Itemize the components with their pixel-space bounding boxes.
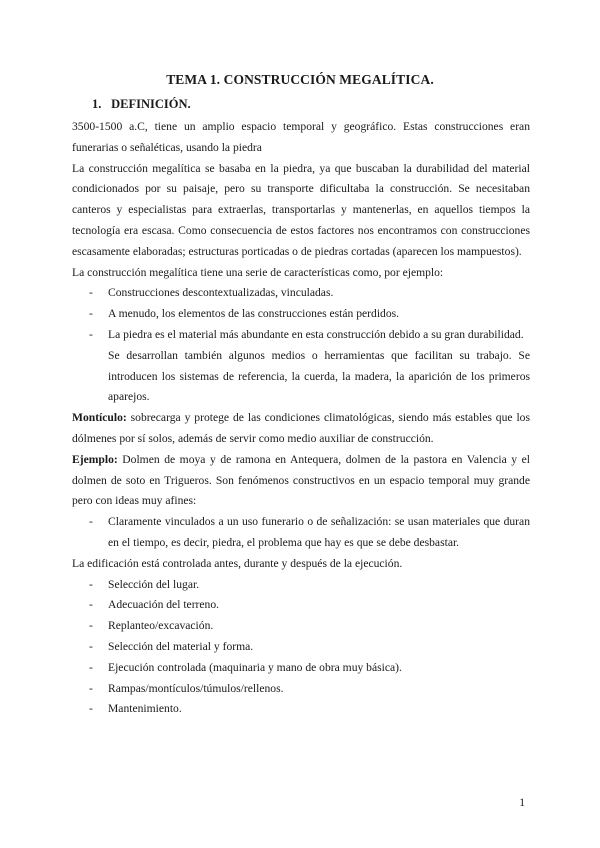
page-number: 1 bbox=[519, 796, 525, 809]
dash-marker: - bbox=[89, 598, 93, 612]
paragraph-dates: 3500-1500 a.C, tiene un amplio espacio temporal y geográfico. Estas construcciones eran funerarias o señaléticas, usando la piedra bbox=[72, 120, 530, 154]
dash-marker: - bbox=[89, 307, 93, 321]
dash-marker: - bbox=[89, 639, 93, 653]
paragraph-characteristics-intro: La construcción megalítica tiene una serie de características como, por ejemplo: bbox=[72, 265, 444, 279]
dash-marker: - bbox=[89, 515, 93, 529]
list-item: - Replanteo/excavación. bbox=[72, 616, 530, 637]
dash-marker: - bbox=[89, 702, 93, 716]
process-list bbox=[72, 575, 530, 721]
section-number: 1. bbox=[92, 97, 102, 111]
list-continuation: Se desarrollan también algunos medios o herramientas que facilitan su trabajo. Se introducen los sistemas de referencia, la cuerda, la madera, la aparición de los primeros aparejos. bbox=[108, 348, 530, 404]
list-item: - Ejecución controlada (maquinaria y mano de obra muy básica). bbox=[72, 658, 530, 679]
list-item: - Claramente vinculados a un uso funerario o de señalización: se usan materiales que duran en el tiempo, es decir, piedra, el problema que hay es que se debe desbastar. bbox=[72, 512, 530, 554]
list-item: - Selección del lugar. bbox=[72, 575, 530, 596]
dash-marker: - bbox=[89, 619, 93, 633]
dash-marker: - bbox=[89, 327, 93, 341]
dash-marker: - bbox=[89, 660, 93, 674]
ejemplo-label: Ejemplo: bbox=[72, 452, 118, 466]
list-item: - Mantenimiento. bbox=[72, 699, 530, 720]
list-item: - Construcciones descontextualizadas, vinculadas. bbox=[72, 283, 530, 304]
dash-marker: - bbox=[89, 681, 93, 695]
list-item: - Selección del material y forma. bbox=[72, 637, 530, 658]
paragraph-edificacion: La edificación está controlada antes, durante y después de la ejecución. bbox=[72, 556, 403, 570]
paragraph-monticulo: Montículo: sobrecarga y protege de las condiciones climatológicas, siendo más estables que los dólmenes por sí solos, además de servir como medio auxiliar de construcción. bbox=[72, 411, 530, 445]
list-item: - La piedra es el material más abundante en esta construcción debido a su gran durabilidad. bbox=[72, 325, 530, 346]
section-heading bbox=[92, 97, 191, 112]
list-item: - A menudo, los elementos de las construcciones están perdidos. bbox=[72, 304, 530, 325]
list-item: - Adecuación del terreno. bbox=[72, 595, 530, 616]
funerary-list bbox=[72, 512, 530, 554]
paragraph-stone: La construcción megalítica se basaba en la piedra, ya que buscaban la durabilidad del material condicionados por su paisaje, pero su transporte dificultaba la construcción. Se necesitaban canteros y especialistas para extraerlas, transportarlas y mantenerlas, en aquellos tiempos la tecnología era escasa. Como consecuencia de estos factores nos encontramos con construcciones escasamente elaboradas; estructuras porticadas o de piedras cortadas (aparecen los mampuestos). bbox=[72, 161, 530, 258]
document-body bbox=[72, 117, 530, 720]
section-label: DEFINICIÓN. bbox=[111, 97, 191, 111]
dash-marker: - bbox=[89, 577, 93, 591]
monticulo-label: Montículo: bbox=[72, 411, 127, 425]
characteristics-list bbox=[72, 283, 530, 345]
dash-marker: - bbox=[89, 286, 93, 300]
paragraph-ejemplo: Ejemplo: Dolmen de moya y de ramona en Antequera, dolmen de la pastora en Valencia y el dolmen de soto en Trigueros. Son fenómenos constructivos en un espacio temporal muy grande pero con ideas muy afines: bbox=[72, 452, 530, 508]
document-title: TEMA 1. CONSTRUCCIÓN MEGALÍTICA. bbox=[166, 72, 434, 87]
list-item: - Rampas/montículos/túmulos/rellenos. bbox=[72, 679, 530, 700]
